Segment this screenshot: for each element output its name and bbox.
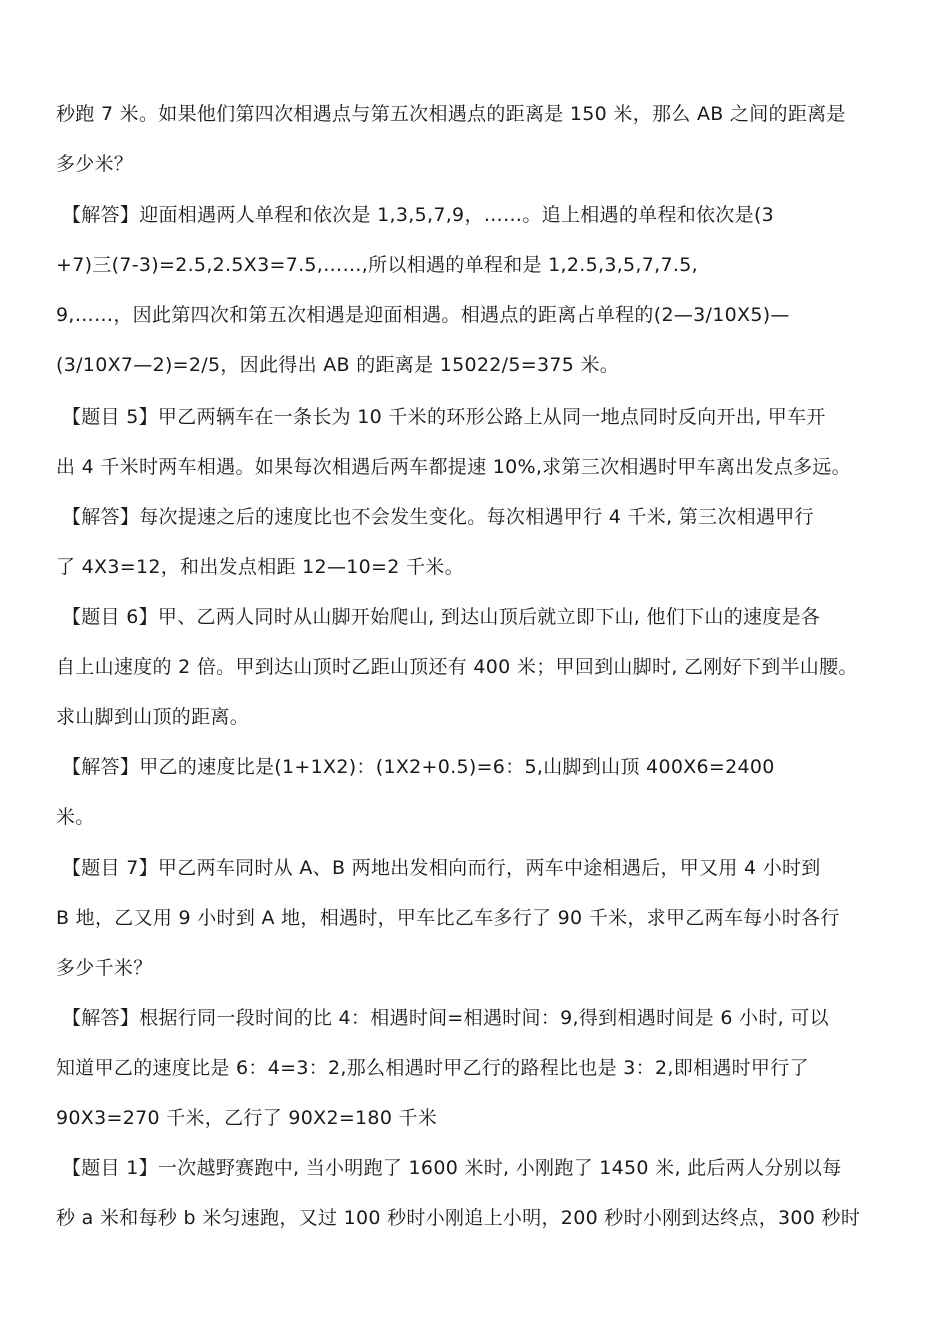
text-line: +7)三(7-3)=2.5,2.5X3=7.5,……,所以相遇的单程和是 1,2.5,3,5,7,7.5,	[56, 254, 698, 276]
answer-label-line: 【解答】每次提速之后的速度比也不会发生变化。每次相遇甲行 4 千米, 第三次相遇甲行	[62, 506, 814, 528]
text-line: B 地，乙又用 9 小时到 A 地，相遇时，甲车比乙车多行了 90 千米，求甲乙两车每小时各行	[56, 907, 840, 929]
text-line: 求山脚到山顶的距离。	[56, 706, 250, 728]
problem-heading-line: 【题目 7】甲乙两车同时从 A、B 两地出发相向而行，两车中途相遇后，甲又用 4 小时到	[62, 857, 821, 879]
text-line: 秒 a 米和每秒 b 米匀速跑，又过 100 秒时小刚追上小明，200 秒时小刚到达终点，300 秒时	[56, 1207, 861, 1229]
answer-label-line: 【解答】迎面相遇两人单程和依次是 1,3,5,7,9，……。追上相遇的单程和依次是(3	[62, 204, 775, 226]
answer-label-line: 【解答】根据行同一段时间的比 4：相遇时间=相遇时间：9,得到相遇时间是 6 小时, 可以	[62, 1007, 829, 1029]
text-line: 90X3=270 千米，乙行了 90X2=180 千米	[56, 1107, 438, 1129]
text-line: 自上山速度的 2 倍。甲到达山顶时乙距山顶还有 400 米；甲回到山脚时, 乙刚好下到半山腰。	[56, 656, 858, 678]
text-line: 秒跑 7 米。如果他们第四次相遇点与第五次相遇点的距离是 150 米，那么 AB 之间的距离是	[56, 103, 846, 125]
text-line: 多少千米？	[56, 957, 153, 979]
text-line: 知道甲乙的速度比是 6：4=3：2,那么相遇时甲乙行的路程比也是 3：2,即相遇时甲行了	[56, 1057, 809, 1079]
answer-label-line: 【解答】甲乙的速度比是(1+1X2)：(1X2+0.5)=6：5,山脚到山顶 400X6=2400	[62, 756, 775, 778]
text-line: 米。	[56, 806, 95, 828]
problem-heading-line: 【题目 5】甲乙两辆车在一条长为 10 千米的环形公路上从同一地点同时反向开出, 甲车开	[62, 406, 826, 428]
problem-heading-line: 【题目 1】一次越野赛跑中, 当小明跑了 1600 米时, 小刚跑了 1450 米, 此后两人分别以每	[62, 1157, 842, 1179]
text-line: 多少米？	[56, 153, 134, 175]
problem-heading-line: 【题目 6】甲、乙两人同时从山脚开始爬山, 到达山顶后就立即下山, 他们下山的速度是各	[62, 606, 821, 628]
text-line: 出 4 千米时两车相遇。如果每次相遇后两车都提速 10%,求第三次相遇时甲车离出发点多远。	[56, 456, 851, 478]
text-line: (3/10X7—2)=2/5，因此得出 AB 的距离是 15022/5=375 米。	[56, 354, 620, 376]
text-line: 了 4X3=12，和出发点相距 12—10=2 千米。	[56, 556, 464, 578]
text-line: 9,……，因此第四次和第五次相遇是迎面相遇。相遇点的距离占单程的(2—3/10X5)—	[56, 304, 790, 326]
